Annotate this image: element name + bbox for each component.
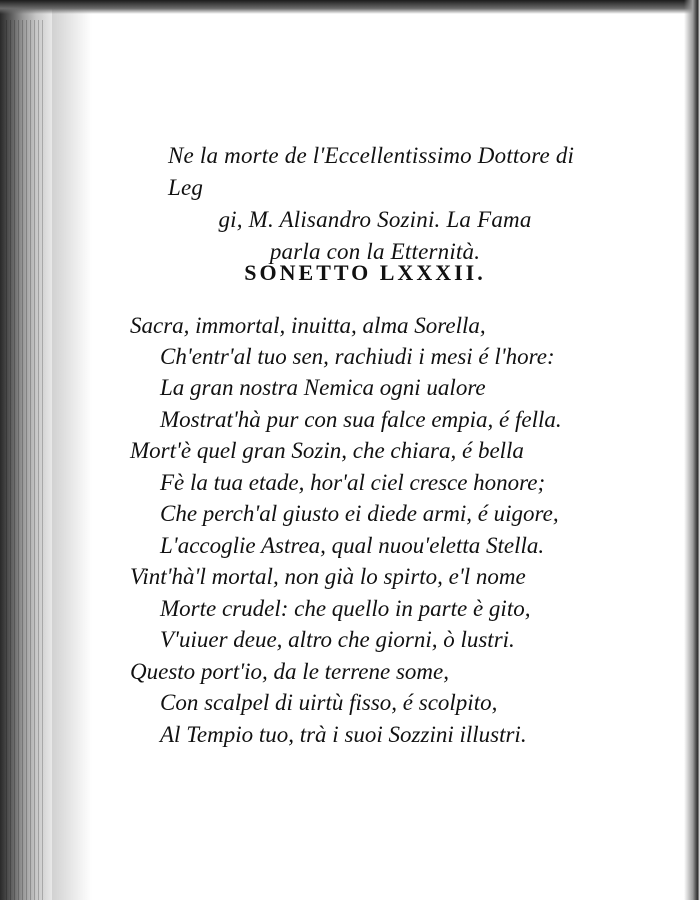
verse-line-7: Che perch'al giusto ei diede armi, é uigore, <box>160 501 559 526</box>
verse-line-5: Mort'è quel gran Sozin, che chiara, é bella <box>130 438 524 463</box>
verse-line-6: Fè la tua etade, hor'al ciel cresce honore; <box>160 470 546 495</box>
verse-line-11: V'uiuer deue, altro che giorni, ò lustri. <box>160 627 515 652</box>
verse-line-3: La gran nostra Nemica ogni ualore <box>160 375 486 400</box>
verse-line-13: Con scalpel di uirtù fisso, é scolpito, <box>160 690 498 715</box>
verse-line-1: Sacra, immortal, inuitta, alma Sorella, <box>130 313 486 338</box>
title-line-1: Ne la morte de l'Eccellentissimo Dottore di Leg <box>168 143 575 200</box>
verse-line-10: Morte crudel: che quello in parte è gito, <box>160 596 531 621</box>
sonnet-heading: SONETTO LXXXII. <box>244 260 486 285</box>
verse-line-4: Mostrat'hà pur con sua falce empia, é fella. <box>160 407 562 432</box>
verse-line-2: Ch'entr'al tuo sen, rachiudi i mesi é l'hore: <box>160 344 555 369</box>
verse-line-14: Al Tempio tuo, trà i suoi Sozzini illustri. <box>160 722 527 747</box>
verse-line-12: Questo port'io, da le terrene some, <box>130 659 449 684</box>
verse-line-9: Vint'hà'l mortal, non già lo spirto, e'l nome <box>130 564 526 589</box>
verse-line-8: L'accoglie Astrea, qual nuou'eletta Stella. <box>160 533 545 558</box>
title-line-2: gi, M. Alisandro Sozini. La Fama <box>218 207 532 232</box>
poem-title <box>160 140 590 268</box>
title-line-3: parla con la Etternità. <box>269 239 481 264</box>
